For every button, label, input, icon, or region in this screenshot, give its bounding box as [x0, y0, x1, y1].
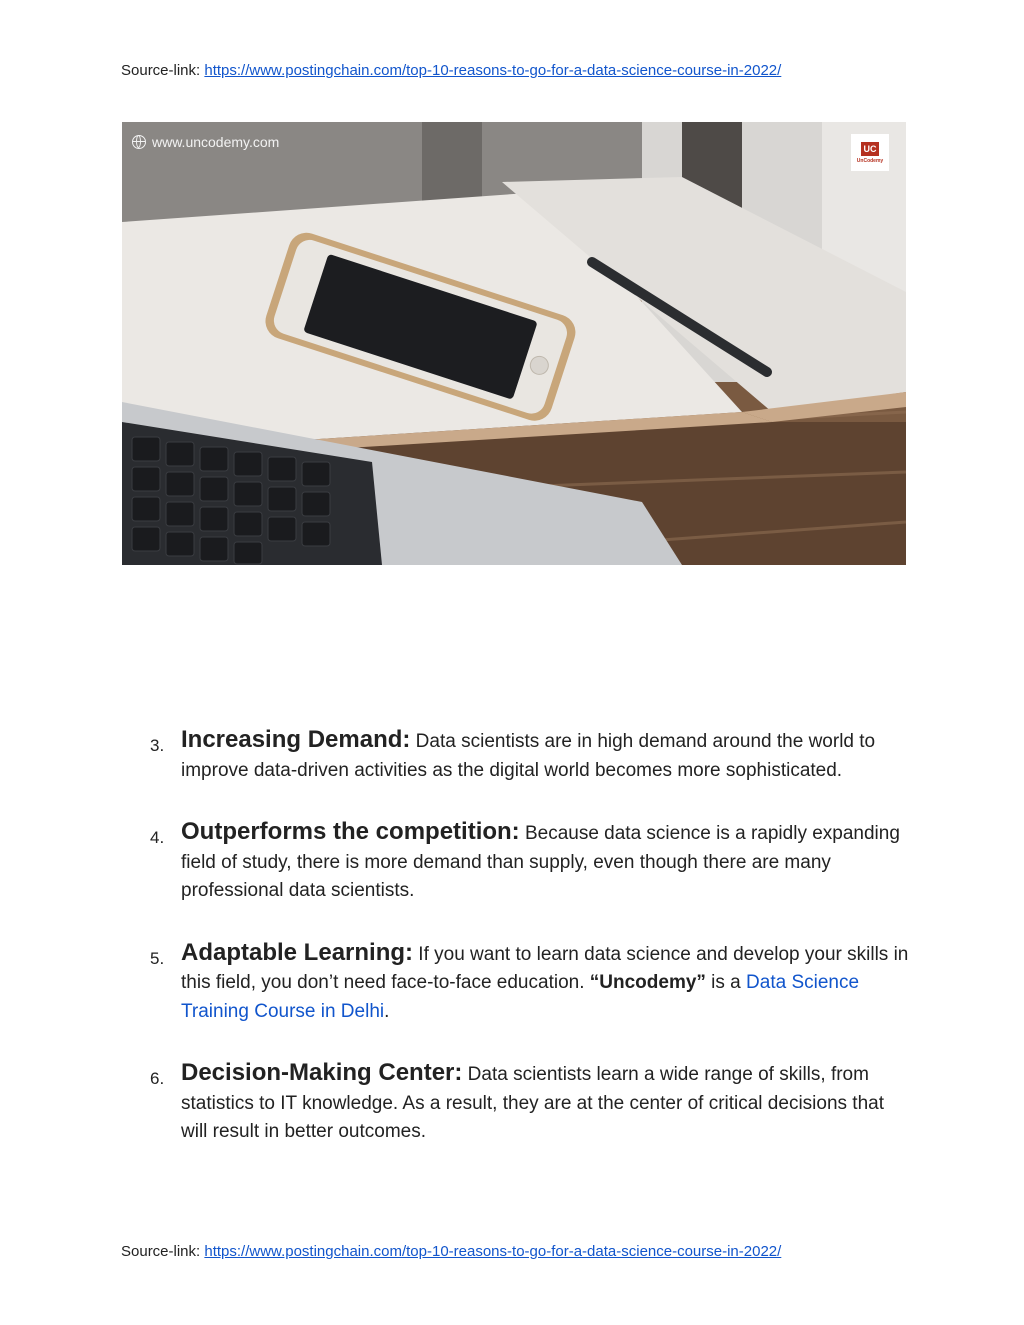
item-paragraph: [181, 818, 910, 906]
item-paragraph: [181, 1059, 910, 1147]
header-photo: [122, 122, 906, 565]
list-item: [150, 818, 910, 906]
item-text: Because data science is a rapidly expanding field of study, there is more demand than supply, even though there are many professional data scientists.: [181, 823, 900, 901]
source-label: Source-link:: [121, 1243, 201, 1260]
item-paragraph: [181, 939, 910, 1027]
reasons-list: [150, 726, 910, 1180]
brand-name: “Uncodemy”: [589, 972, 706, 993]
item-number: 3.: [150, 736, 165, 755]
photo-watermark: [132, 134, 279, 150]
list-item: [150, 726, 910, 785]
list-item: [150, 1059, 910, 1147]
logo-mark: UC: [861, 142, 879, 156]
source-link-bottom[interactable]: https://www.postingchain.com/top-10-reasons-to-go-for-a-data-science-course-in-2022/: [204, 1243, 782, 1260]
item-number: 6.: [150, 1069, 165, 1088]
item-text: Data scientists are in high demand around the world to improve data-driven activities as the digital world becomes more sophisticated.: [181, 731, 876, 781]
source-label: Source-link:: [121, 62, 201, 79]
desk-illustration: [122, 122, 906, 565]
watermark-text: www.uncodemy.com: [152, 134, 280, 150]
item-paragraph: [181, 726, 910, 785]
item-number: 5.: [150, 948, 165, 968]
item-heading: Outperforms the competition:: [181, 818, 520, 845]
source-link-top[interactable]: https://www.postingchain.com/top-10-reasons-to-go-for-a-data-science-course-in-2022/: [204, 62, 782, 79]
item-number: 4.: [150, 828, 165, 847]
item-text: If you want to learn data science and develop your skills in this field, you don’t need face-to-face education.: [181, 943, 909, 993]
item-heading: Adaptable Learning:: [181, 938, 414, 966]
list-item: [150, 939, 910, 1027]
logo-text: UnCodemy: [856, 157, 884, 164]
item-text: Data scientists learn a wide range of skills, from statistics to IT knowledge. As a result, they are at the center of critical decisions that will result in better outcomes.: [181, 1064, 884, 1142]
source-line-top: [121, 62, 781, 79]
source-line-bottom: [121, 1243, 781, 1260]
item-heading: Increasing Demand:: [181, 726, 411, 753]
item-text-end: .: [384, 1000, 390, 1022]
item-heading: Decision-Making Center:: [181, 1059, 463, 1086]
uncodemy-logo: [851, 134, 889, 171]
item-text-continued: is a: [705, 972, 747, 993]
course-link[interactable]: Data Science Training Course in Delhi: [181, 972, 860, 1022]
globe-icon: [132, 135, 146, 149]
